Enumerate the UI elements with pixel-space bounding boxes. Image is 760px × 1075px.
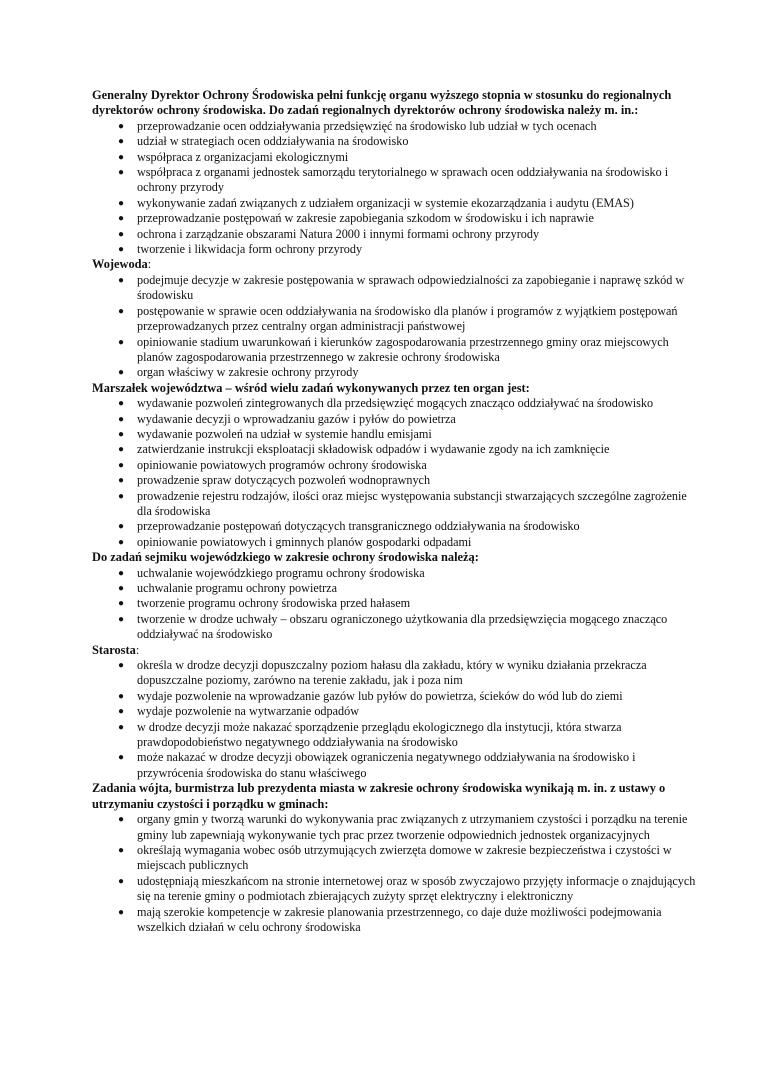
list-item-text: w drodze decyzji może nakazać sporządzenie przeglądu ekologicznego dla instytucji, która stwarza prawdopodobieństwo negatywnego oddziaływania na środowisko (137, 719, 622, 750)
list-item (92, 905, 700, 936)
list-item-text: organy gmin y tworzą warunki do wykonywania prac związanych z utrzymaniem czystości i porządku na terenie gminy lub zapewniają wykonywanie tych prac przez tworzenie odpowiednich jednostek organizacyjnych (137, 812, 688, 842)
section-heading (92, 257, 700, 272)
list-item (92, 304, 700, 335)
list-item (92, 658, 700, 689)
list-item (92, 165, 700, 196)
bullet-icon: ● (118, 444, 125, 456)
list-item (92, 458, 700, 473)
document-content (92, 88, 700, 935)
list-item-text: podejmuje decyzje w zakresie postępowania w sprawach odpowiedzialności za zapobieganie i naprawę szkód w środowisku (137, 272, 685, 303)
section-heading (92, 643, 700, 658)
bullet-icon: ● (118, 613, 125, 625)
list-item (92, 720, 700, 751)
bullet-icon: ● (118, 752, 125, 764)
bullet-icon: ● (118, 844, 125, 856)
list-item (92, 412, 700, 427)
bullet-icon: ● (118, 274, 125, 286)
bullet-icon: ● (118, 428, 125, 440)
list-item (92, 596, 700, 611)
bullet-icon: ● (118, 475, 125, 487)
bullet-icon: ● (118, 398, 125, 410)
list-item (92, 196, 700, 211)
bullet-icon: ● (118, 136, 125, 148)
list-item (92, 519, 700, 534)
bullet-icon: ● (118, 567, 125, 579)
list-item-text: przeprowadzanie ocen oddziaływania przedsięwzięć na środowisko lub udział w tych ocenach (137, 118, 597, 133)
bullet-icon: ● (118, 413, 125, 425)
list-item-text: opiniowanie powiatowych programów ochrony środowiska (137, 457, 427, 472)
section-heading (92, 781, 700, 812)
bullet-icon: ● (118, 660, 125, 672)
list-item (92, 365, 700, 380)
list-item-text: przeprowadzanie postępowań w zakresie zapobiegania szkodom w środowisku i ich naprawie (137, 211, 594, 226)
list-item-text: tworzenie i likwidacja form ochrony przyrody (137, 242, 363, 257)
bullet-icon: ● (118, 244, 125, 256)
bullet-icon: ● (118, 167, 125, 179)
bullet-icon: ● (118, 213, 125, 225)
list-item-text: przeprowadzanie postępowań dotyczących transgranicznego oddziaływania na środowisko (137, 519, 580, 534)
list-item (92, 812, 700, 843)
list-item-text: prowadzenie rejestru rodzajów, ilości oraz miejsc występowania substancji stwarzających szczególne zagrożenie dla środowiska (137, 488, 687, 518)
bullet-icon: ● (118, 120, 125, 132)
section-heading-suffix: : (147, 257, 152, 272)
list-item-text: opiniowanie powiatowych i gminnych planów gospodarki odpadami (137, 534, 472, 549)
section-heading-text: Marszałek województwa (92, 380, 223, 395)
bullet-icon: ● (118, 336, 125, 348)
list-item-text: wydawanie pozwoleń zintegrowanych dla przedsięwzięć mogących znacząco oddziaływać na środowisko (137, 396, 654, 411)
list-item-text: udział w strategiach ocen oddziaływania na środowisko (137, 134, 409, 149)
list-item (92, 335, 700, 366)
list-item-text: opiniowanie stadium uwarunkowań i kierunków zagospodarowania przestrzennego gminy oraz miejscowych planów zagospodarowania przestrzennego w zakresie ochrony środowiska (137, 334, 669, 364)
list-item-text: wydaje pozwolenie na wytwarzanie odpadów (137, 704, 359, 719)
list-item-text: tworzenie programu ochrony środowiska przed hałasem (137, 596, 411, 611)
bullet-icon: ● (118, 814, 125, 826)
bullet-list (92, 812, 700, 935)
list-item-text: współpraca z organami jednostek samorządu terytorialnego w sprawach ocen oddziaływania na środowisko i ochrony przyrody (137, 165, 669, 195)
bullet-icon: ● (118, 197, 125, 209)
list-item-text: określają wymagania wobec osób utrzymujących zwierzęta domowe w zakresie bezpieczeństwa i czystości w miejscach publicznych (137, 842, 672, 873)
list-item (92, 843, 700, 874)
list-item (92, 396, 700, 411)
list-item (92, 442, 700, 457)
list-item (92, 273, 700, 304)
list-item (92, 612, 700, 643)
section-heading (92, 88, 700, 119)
list-item-text: wykonywanie zadań związanych z udziałem organizacji w systemie ekozarządzania i audytu (EMAS) (137, 195, 634, 210)
section-heading-text: Zadania wójta, burmistrza lub prezydenta miasta w zakresie ochrony środowiska wynikają m. in. z ustawy o utrzymaniu czystości i porządku w gminach: (92, 781, 666, 811)
list-item (92, 427, 700, 442)
list-item-text: wydawanie decyzji o wprowadzaniu gazów i pyłów do powietrza (137, 411, 456, 426)
bullet-list (92, 396, 700, 550)
bullet-icon: ● (118, 536, 125, 548)
list-item-text: może nakazać w drodze decyzji obowiązek ograniczenia negatywnego oddziaływania na środowisko i przywrócenia środowiska do stanu właściwego (137, 750, 636, 780)
section-heading-text: Do zadań sejmiku wojewódzkiego w zakresie ochrony środowiska należą: (92, 550, 479, 565)
list-item (92, 473, 700, 488)
list-item-text: organ właściwy w zakresie ochrony przyrody (137, 365, 359, 380)
list-item (92, 242, 700, 257)
bullet-icon: ● (118, 521, 125, 533)
bullet-list (92, 273, 700, 381)
bullet-icon: ● (118, 490, 125, 502)
list-item-text: wydawanie pozwoleń na udział w systemie handlu emisjami (137, 426, 432, 441)
list-item-text: określa w drodze decyzji dopuszczalny poziom hałasu dla zakładu, który w wyniku działania przekracza dopuszczalne poziomy, zarówno na terenie zakładu, jak i poza nim (137, 658, 647, 688)
list-item-text: prowadzenie spraw dotyczących pozwoleń wodnoprawnych (137, 473, 431, 488)
bullet-icon: ● (118, 228, 125, 240)
bullet-list (92, 119, 700, 258)
list-item-text: mają szerokie kompetencje w zakresie planowania przestrzennego, co daje duże możliwości podejmowania wszelkich działań w celu ochrony środowiska (137, 904, 662, 934)
section-heading-suffix: – wśród wielu zadań wykonywanych przez ten organ jest: (222, 380, 530, 395)
list-item (92, 874, 700, 905)
list-item (92, 704, 700, 719)
section-heading (92, 550, 700, 565)
list-item-text: wydaje pozwolenie na wprowadzanie gazów lub pyłów do powietrza, ścieków do wód lub do ziemi (137, 688, 623, 703)
bullet-icon: ● (118, 459, 125, 471)
bullet-list (92, 658, 700, 781)
list-item (92, 581, 700, 596)
bullet-icon: ● (118, 906, 125, 918)
list-item-text: ochrona i zarządzanie obszarami Natura 2000 i innymi formami ochrony przyrody (137, 226, 540, 241)
list-item (92, 134, 700, 149)
list-item-text: współpraca z organizacjami ekologicznymi (137, 149, 349, 164)
list-item (92, 119, 700, 134)
bullet-icon: ● (118, 367, 125, 379)
bullet-icon: ● (118, 690, 125, 702)
bullet-icon: ● (118, 583, 125, 594)
list-item-text: udostępniają mieszkańcom na stronie internetowej oraz w sposób zwyczajowo przyjęty informacje o znajdujących się na terenie gminy o podmiotach zbierających zużyty sprzęt elektryczny i elektroniczny (137, 873, 696, 904)
list-item (92, 750, 700, 781)
list-item-text: tworzenie w drodze uchwały – obszaru ograniczonego użytkowania dla przedsięwzięcia mogącego znacząco oddziaływać na środowisko (137, 611, 668, 642)
list-item (92, 150, 700, 165)
section-heading-text: Generalny Dyrektor Ochrony Środowiska pełni funkcję organu wyższego stopnia w stosunku do regionalnych dyrektorów ochrony środowiska. Do zadań regionalnych dyrektorów ochrony środowiska należy m. in.: (92, 88, 672, 118)
list-item (92, 227, 700, 242)
bullet-list (92, 566, 700, 643)
bullet-icon: ● (118, 706, 125, 718)
section-heading-text: Starosta (92, 642, 136, 657)
list-item (92, 489, 700, 520)
list-item (92, 689, 700, 704)
bullet-icon: ● (118, 151, 125, 163)
bullet-icon: ● (118, 598, 125, 610)
bullet-icon: ● (118, 875, 125, 887)
bullet-icon: ● (118, 721, 125, 733)
bullet-icon: ● (118, 305, 125, 317)
list-item-text: uchwalanie wojewódzkiego programu ochrony środowiska (137, 565, 425, 580)
list-item-text: zatwierdzanie instrukcji eksploatacji składowisk odpadów i wydawanie zgody na ich zamknięcie (137, 442, 610, 457)
list-item (92, 211, 700, 226)
section-heading (92, 381, 700, 396)
list-item (92, 566, 700, 581)
list-item-text: postępowanie w sprawie ocen oddziaływania na środowisko dla planów i programów z wyjątkiem postępowań przeprowadzanych przez centralny organ administracji państwowej (137, 303, 678, 334)
list-item (92, 535, 700, 550)
list-item-text: uchwalanie programu ochrony powietrza (137, 581, 337, 595)
section-heading-text: Wojewoda (92, 257, 148, 272)
section-heading-suffix: : (135, 642, 140, 657)
